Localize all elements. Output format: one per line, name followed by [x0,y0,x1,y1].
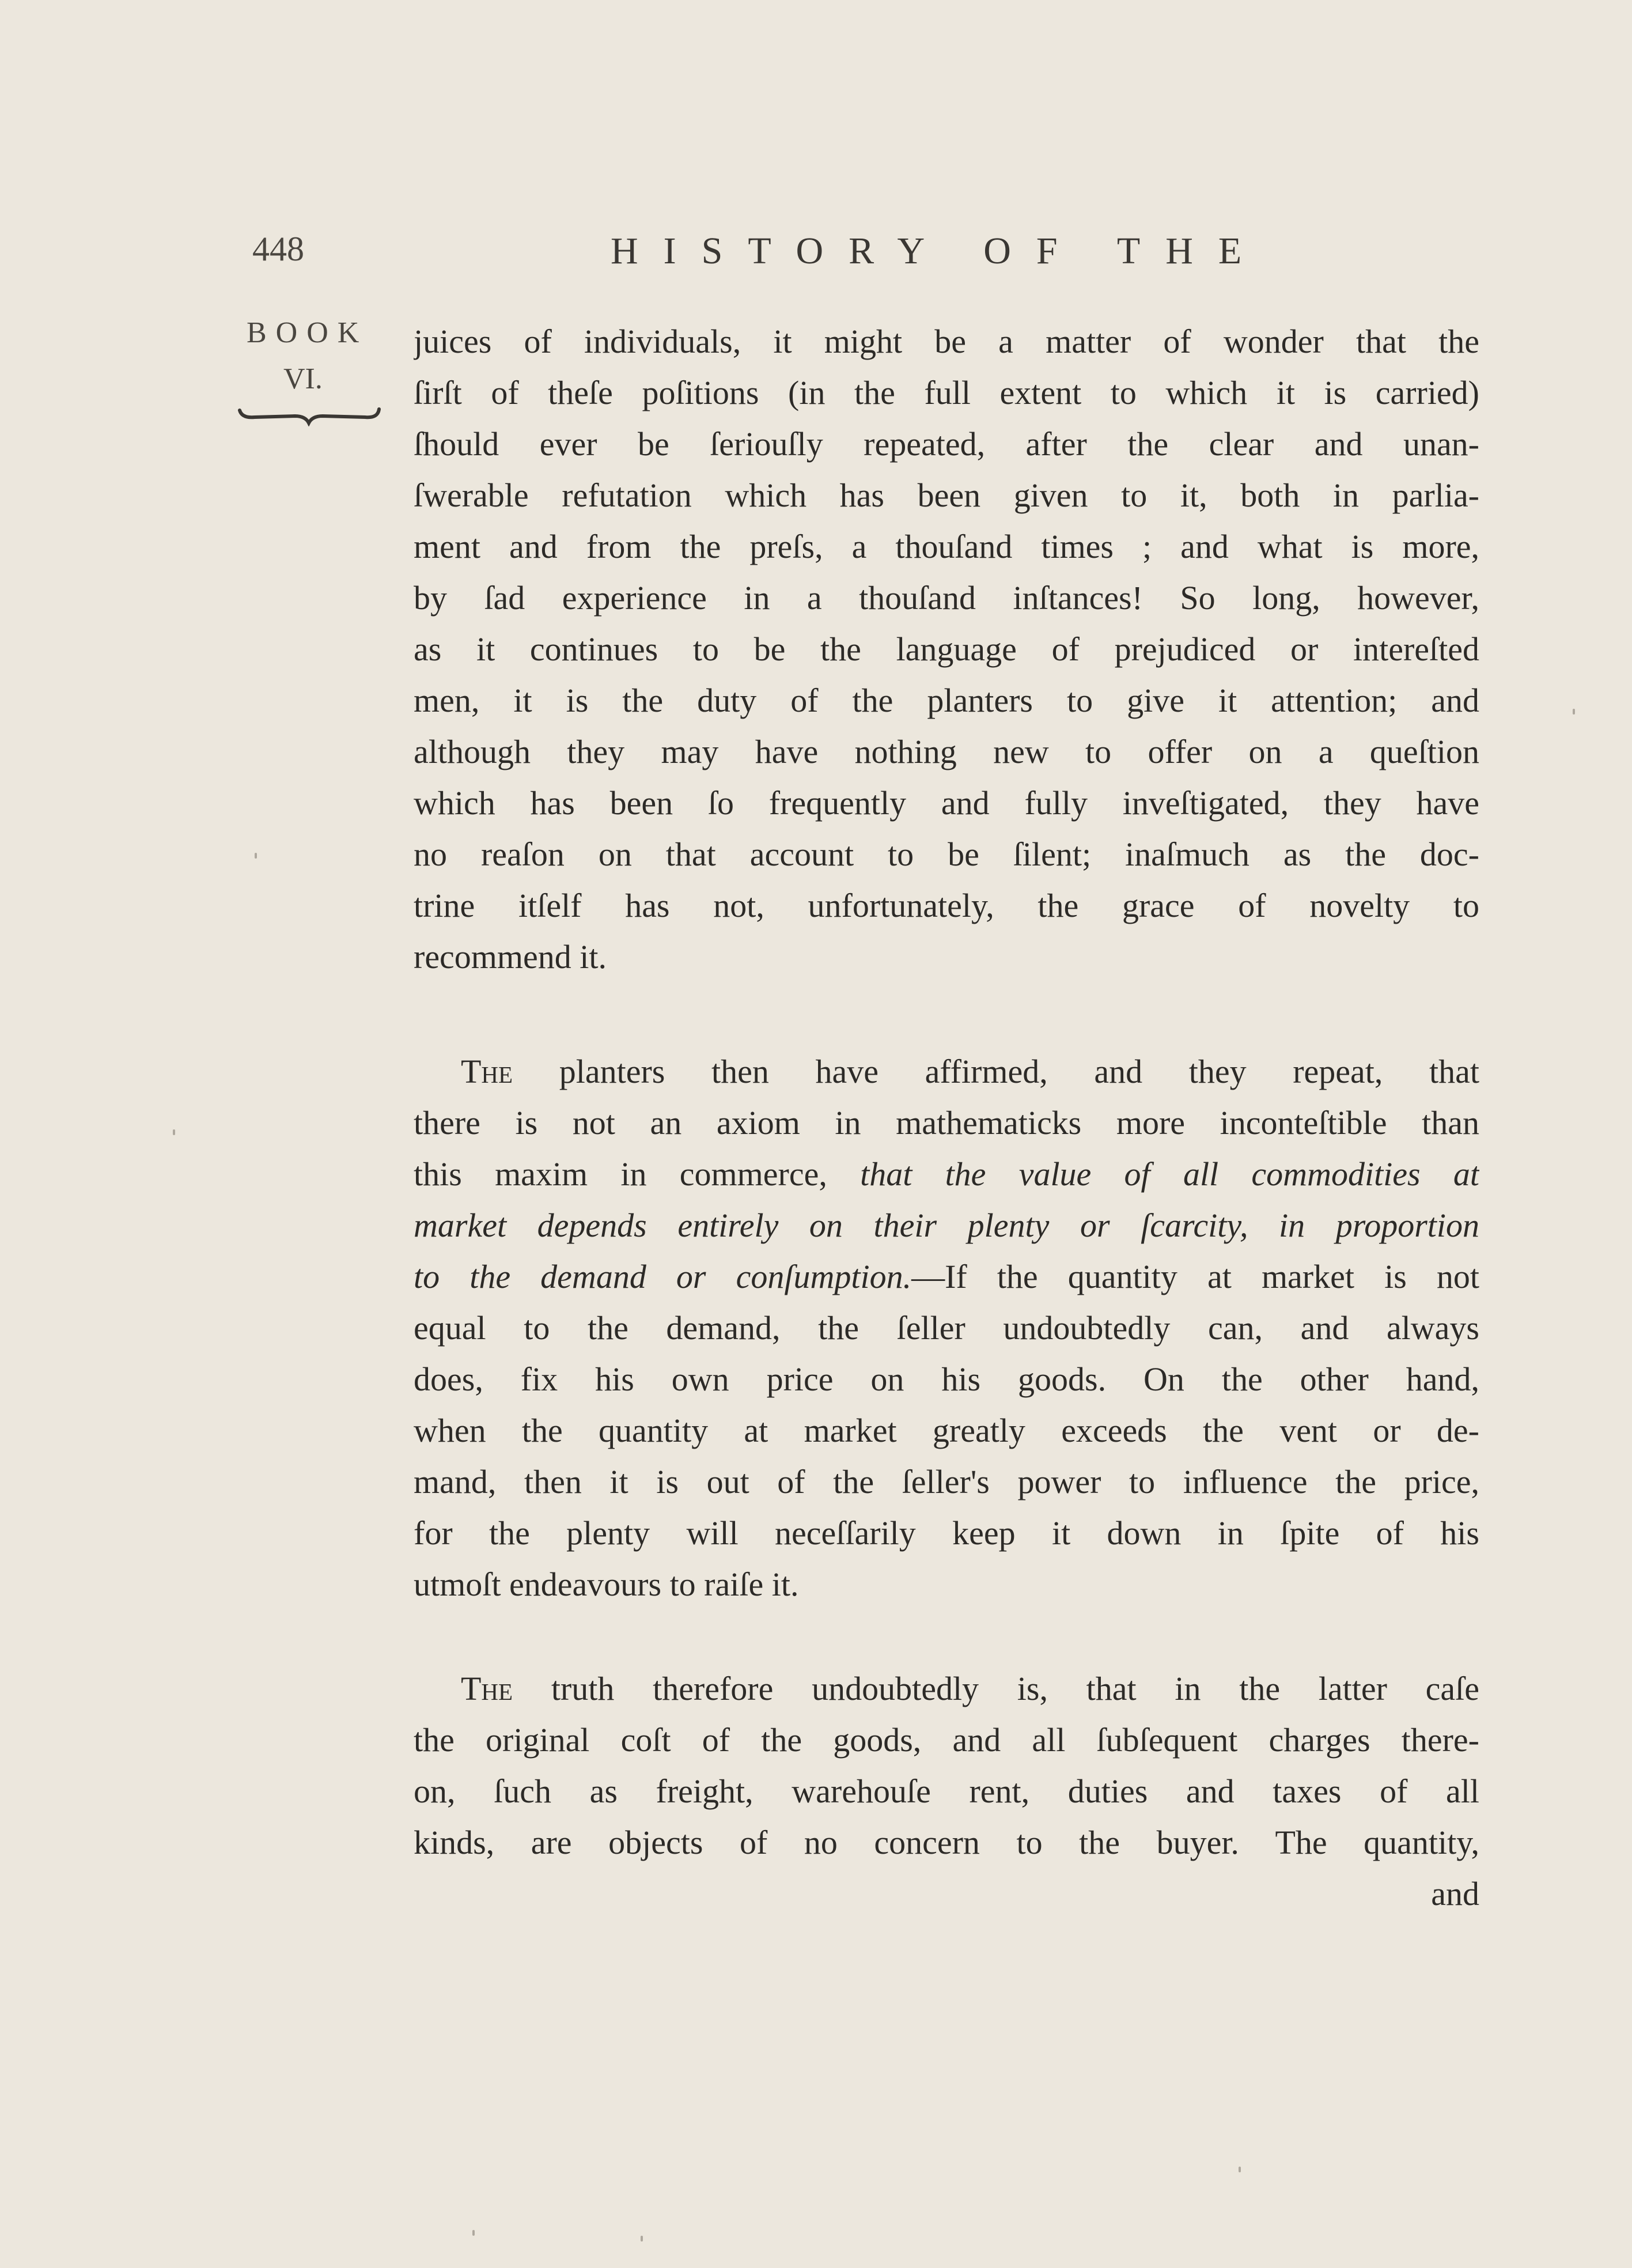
text-run: this maxim in commerce, [414,1155,827,1193]
text-line [414,1663,1479,1714]
text-line: ſirſt of theſe poſitions (in the full extent to which it is carried) [414,374,1479,411]
text-line: trine itſelf has not, unfortunately, the grace of novelty to [414,887,1479,924]
text-line: men, it is the duty of the planters to give it attention; and [414,682,1479,719]
text-line: ment and from the preſs, a thouſand times ; and what is more, [414,528,1479,565]
paper-speck [641,2236,643,2241]
text-line: the original coſt of the goods, and all ſubſequent charges there- [414,1721,1479,1759]
text-line: mand, then it is out of the ſeller's power to influence the price, [414,1463,1479,1500]
text-run: planters then have affirmed, and they repeat, that [513,1053,1479,1090]
paper-speck [1239,2167,1241,2172]
paragraph-1 [414,316,1479,982]
text-line: there is not an axiom in mathematicks more inconteſtible than [414,1104,1479,1141]
text-line: on, ſuch as freight, warehouſe rent, duties and taxes of all [414,1772,1479,1810]
running-head: HISTORY OF THE [611,230,1267,272]
text-line [414,1046,1479,1097]
paragraph-spacer [414,982,1479,1046]
text-line: no reaſon on that account to be ſilent; inaſmuch as the doc- [414,836,1479,873]
paper-speck [173,1129,175,1135]
text-line [414,1251,1479,1302]
text-line: when the quantity at market greatly exceeds the vent or de- [414,1412,1479,1449]
margin-note-chapter: VI. [283,362,323,395]
text-run: truth therefore undoubtedly is, that in the latter caſe [513,1670,1479,1707]
text-line: juices of individuals, it might be a matter of wonder that the [414,323,1479,360]
paragraph-lead-word: The [461,1053,513,1090]
paragraph-3 [414,1663,1479,1919]
text-line: ſwerable refutation which has been given to it, both in parlia- [414,477,1479,514]
text-line: which has been ſo frequently and fully inveſtigated, they have [414,784,1479,822]
paragraph-spacer [414,1610,1479,1663]
paper-speck [255,853,257,859]
text-run: —If the quantity at market is not [911,1258,1479,1295]
paragraph-2 [414,1046,1479,1610]
italic-run: to the demand or conſumption. [414,1258,912,1295]
text-line: kinds, are objects of no concern to the buyer. The quantity, [414,1824,1479,1861]
text-line [414,1200,1479,1251]
italic-run: that the value of all commodities at [827,1155,1479,1193]
body-text [414,316,1479,1919]
text-line [414,1148,1479,1200]
text-line: for the plenty will neceſſarily keep it down in ſpite of his [414,1514,1479,1552]
text-line: does, fix his own price on his goods. On the other hand, [414,1360,1479,1398]
text-line: although they may have nothing new to offer on a queſtion [414,733,1479,770]
paper-speck [1573,709,1575,715]
text-line: by ſad experience in a thouſand inſtances! So long, however, [414,579,1479,617]
margin-brace-ornament [237,403,381,426]
italic-run: market depends entirely on their plenty or ſcarcity, in proportion [414,1207,1479,1244]
margin-note-book: BOOK [247,316,369,349]
text-line: recommend it. [414,938,607,976]
paper-speck [472,2230,475,2236]
paragraph-lead-word: The [461,1670,513,1707]
catchword: and [1431,1875,1479,1912]
text-line: utmoſt endeavours to raiſe it. [414,1566,799,1603]
text-line: equal to the demand, the ſeller undoubtedly can, and always [414,1309,1479,1347]
text-line: as it continues to be the language of prejudiced or intereſted [414,630,1479,668]
text-line: ſhould ever be ſeriouſly repeated, after the clear and unan- [414,425,1479,463]
page-number: 448 [252,230,304,268]
